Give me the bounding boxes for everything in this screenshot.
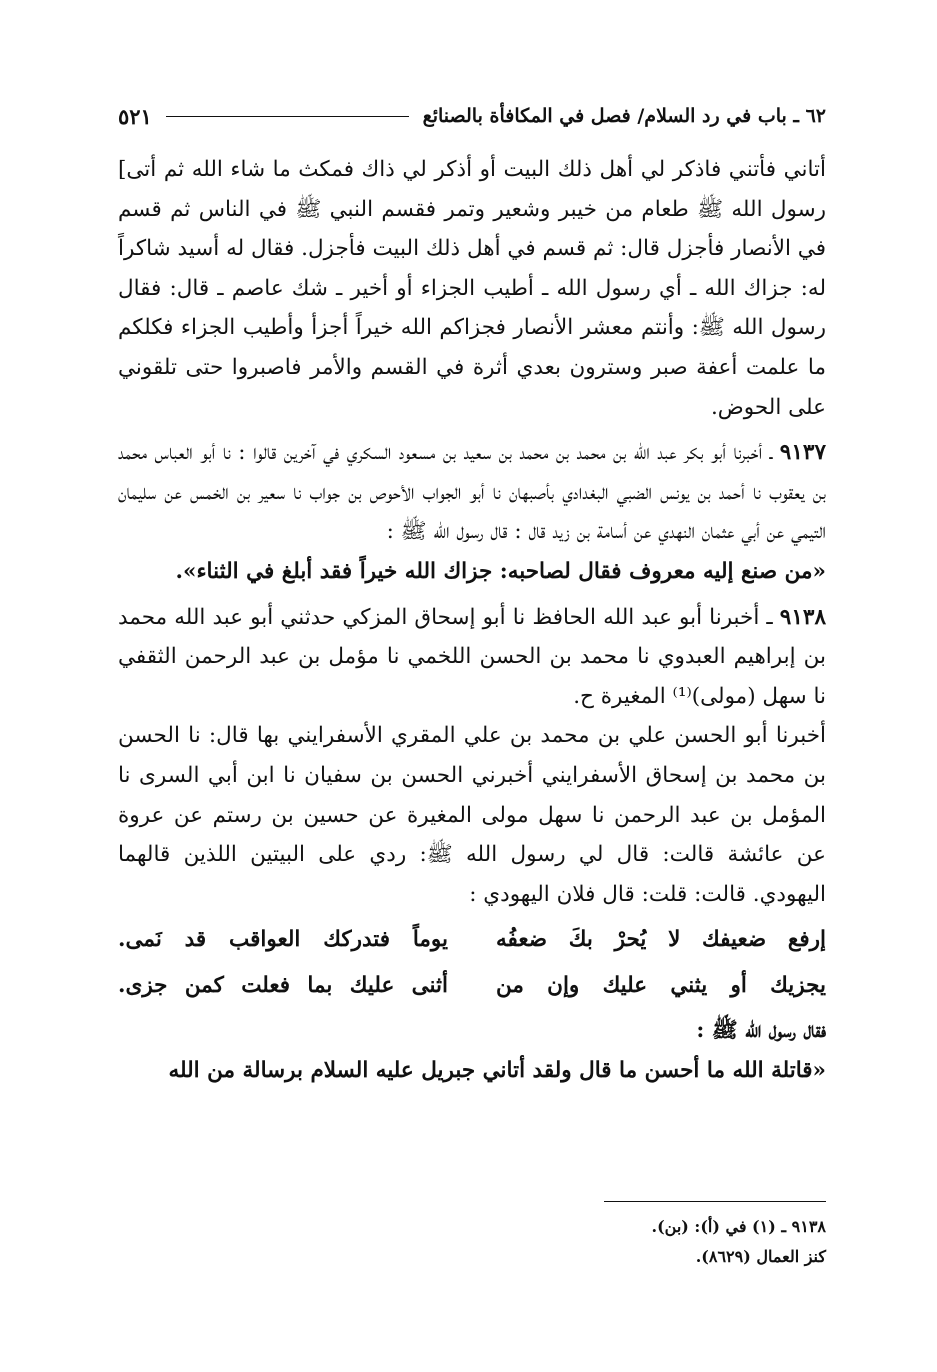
- footnote-1: ٩١٣٨ ـ (١) في (أ): (بن).: [651, 1217, 826, 1236]
- hadith-number: ٩١٣٨: [779, 604, 826, 630]
- hadith-9138-continuation: أخبرنا أبو الحسن علي بن محمد بن علي المقري الأسفرايني بها قال: نا الحسن بن محمد بن إسحاق الأسفرايني أخبرني الحسن بن سفيان نا ابن أبي السرى نا المؤمل بن عبد الرحمن نا سهل مولى المغيرة عن حسين بن رستم عن عروة عن عائشة قالت: قال لي رسول الله ﷺ: ردي على البيتين اللذين قالهما اليهودي. قالت: قلت: قال فلان اليهودي :: [118, 723, 826, 907]
- hadith-number: ٩١٣٧: [779, 440, 826, 466]
- hadith-9137: [118, 433, 826, 552]
- closing-intro: فقال رسول الله ﷺ :: [696, 1018, 826, 1044]
- verse-line-2: [118, 966, 826, 1006]
- footnote-2: كنز العمال (٨٦٢٩).: [695, 1247, 826, 1266]
- main-text: [118, 150, 826, 1091]
- verse-first-half: إرفع ضعيفك لا يُحرْ بكَ ضعفُه: [496, 927, 826, 953]
- hadith-9138: [118, 598, 826, 717]
- paragraph-continuation: أتاني فأتني فاذكر لي أهل ذلك البيت أو أذكر لي ذاك فمكث ما شاء الله ثم أتى] رسول الله ﷺ طعام من خيبر وشعير وتمر فقسم النبي ﷺ في الناس ثم قسم في الأنصار فأجزل قال: ثم قسم في أهل ذلك البيت فأجزل. فقال له أسيد شاكراً له: جزاك الله ـ أي رسول الله ـ أطيب الجزاء أو أخير ـ شك عاصم ـ قال: فقال رسول الله ﷺ: وأنتم معشر الأنصار فجزاكم الله خيراً أجزأ وأطيب الجزاء فكلكم ما علمت أعفة صبر وسترون بعدي أثرة في القسم والأمر فاصبروا حتى تلقوني على الحوض.: [118, 157, 826, 420]
- footnote-divider: [604, 1201, 826, 1202]
- verse-line-1: [118, 920, 826, 960]
- closing-quote: «قاتلة الله ما أحسن ما قال ولقد أتاني جبريل عليه السلام برسالة من الله: [168, 1058, 826, 1084]
- footnotes: [400, 1212, 826, 1272]
- hadith-chain: ـ أخبرنا أبو بكر عبد الله بن محمد بن محمد بن سعيد بن مسعود السكري في آخرين قالوا : نا أبو العباس محمد بن يعقوب نا أحمد بن يونس الضبي البغدادي بأصبهان نا أبو الجواب الأحوص بن جواب نا سعير بن الخمس عن سليمان التيمي عن أبي عثمان النهدي عن أسامة بن زيد قال : قال رسول الله ﷺ :: [118, 440, 826, 545]
- header-rule: [166, 116, 409, 117]
- verse-first-half: يجزيك أو يثني عليك وإن من: [496, 972, 826, 998]
- page-number: ٥٢١: [118, 103, 152, 129]
- hadith-9137-quote: «من صنع إليه معروف فقال لصاحبه: جزاك الله خيراً فقد أبلغ في الثناء».: [175, 558, 826, 584]
- verse-second-half: أثنى عليك بما فعلت كمن جزى.: [118, 972, 448, 998]
- verse-second-half: يوماً فتدركك العواقب قد نَمى.: [118, 927, 448, 953]
- page-header: [118, 98, 826, 134]
- hadith-chain: ـ أخبرنا أبو عبد الله الحافظ نا أبو إسحاق المزكي حدثني أبو عبد الله محمد بن إبراهيم العبدوي نا محمد بن الحسن اللخمي نا مؤمل بن عبد الرحمن الثقفي نا سهل (مولى)⁽¹⁾ المغيرة ح.: [118, 604, 826, 709]
- running-title: ٦٢ ـ باب في رد السلام/ فصل في المكافأة بالصنائع: [422, 105, 826, 127]
